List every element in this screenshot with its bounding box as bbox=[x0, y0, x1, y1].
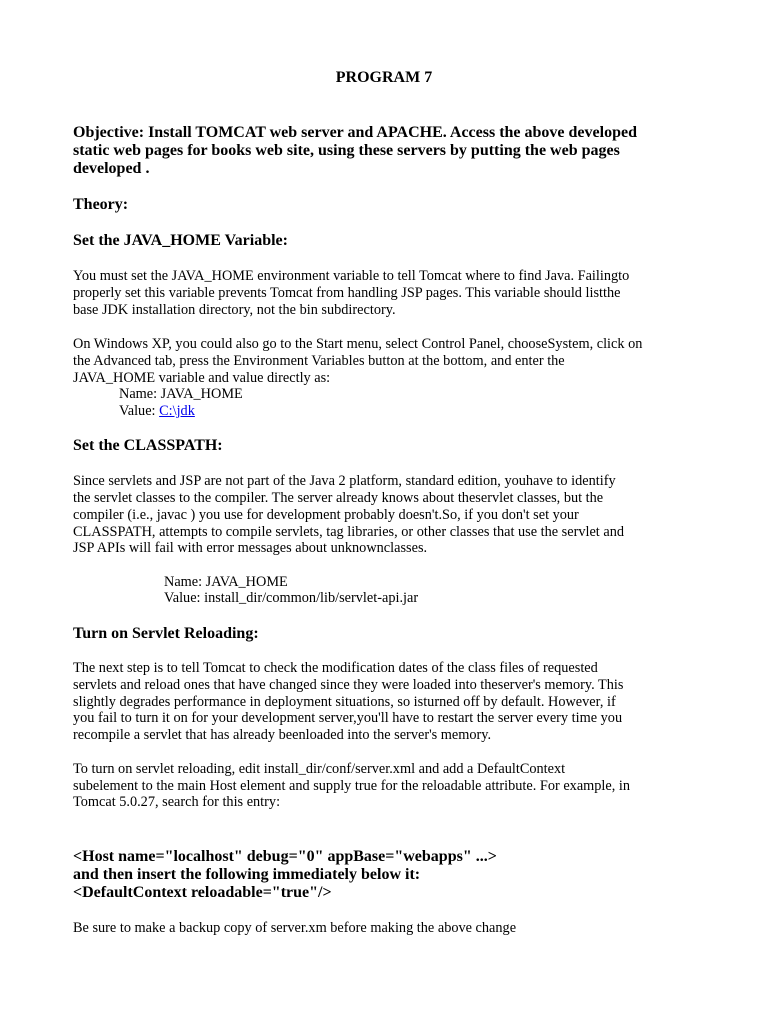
paragraph-line: JAVA_HOME variable and value directly as: bbox=[73, 370, 331, 386]
paragraph-line: the Advanced tab, press the Environment Variables button at the bottom, and enter the bbox=[73, 353, 565, 369]
name-line: Name: JAVA_HOME bbox=[164, 574, 288, 590]
paragraph-line: You must set the JAVA_HOME environment variable to tell Tomcat where to find Java. Failingto bbox=[73, 268, 630, 284]
value-line bbox=[119, 403, 195, 420]
objective-line: Objective: Install TOMCAT web server and APACHE. Access the above developed bbox=[73, 124, 637, 141]
code-line: <Host name="localhost" debug="0" appBase="webapps" ...> bbox=[73, 848, 497, 865]
section-heading-classpath: Set the CLASSPATH: bbox=[73, 437, 223, 454]
paragraph-line: Tomcat 5.0.27, search for this entry: bbox=[73, 794, 281, 810]
paragraph-line: Since servlets and JSP are not part of the Java 2 platform, standard edition, youhave to identify bbox=[73, 473, 616, 489]
section-heading-servlet-reloading: Turn on Servlet Reloading: bbox=[73, 625, 259, 642]
paragraph-line: CLASSPATH, attempts to compile servlets, tag libraries, or other classes that use the servlet and bbox=[73, 524, 624, 540]
paragraph-line: recompile a servlet that has already beenloaded into the server's memory. bbox=[73, 727, 492, 743]
value-label: Value: bbox=[119, 403, 160, 419]
name-line: Name: JAVA_HOME bbox=[119, 386, 243, 402]
paragraph-line: the servlet classes to the compiler. The server already knows about theservlet classes, but the bbox=[73, 490, 604, 506]
paragraph-line: slightly degrades performance in deployment situations, so isturned off by default. However, if bbox=[73, 694, 616, 710]
code-line: <DefaultContext reloadable="true"/> bbox=[73, 884, 332, 901]
section-heading-java-home: Set the JAVA_HOME Variable: bbox=[73, 232, 288, 249]
footer-note: Be sure to make a backup copy of server.xm before making the above change bbox=[73, 920, 517, 936]
objective-line: static web pages for books web site, using these servers by putting the web pages bbox=[73, 142, 620, 159]
paragraph-line: subelement to the main Host element and supply true for the reloadable attribute. For example, in bbox=[73, 778, 631, 794]
paragraph-line: JSP APIs will fail with error messages about unknownclasses. bbox=[73, 540, 428, 556]
paragraph-line: base JDK installation directory, not the bin subdirectory. bbox=[73, 302, 396, 318]
page-title: PROGRAM 7 bbox=[335, 69, 433, 86]
value-line: Value: install_dir/common/lib/servlet-api.jar bbox=[164, 590, 419, 606]
theory-heading: Theory: bbox=[73, 196, 129, 213]
jdk-path-link[interactable]: C:\jdk bbox=[159, 403, 195, 419]
paragraph-line: To turn on servlet reloading, edit install_dir/conf/server.xml and add a DefaultContext bbox=[73, 761, 566, 777]
paragraph-line: The next step is to tell Tomcat to check the modification dates of the class files of requested bbox=[73, 660, 598, 676]
paragraph-line: compiler (i.e., javac ) you use for development probably doesn't.So, if you don't set your bbox=[73, 507, 579, 523]
paragraph-line: you fail to turn it on for your development server,you'll have to restart the server every time you bbox=[73, 710, 623, 726]
paragraph-line: properly set this variable prevents Tomcat from handling JSP pages. This variable should listthe bbox=[73, 285, 621, 301]
paragraph-line: servlets and reload ones that have changed since they were loaded into theserver's memory. This bbox=[73, 677, 624, 693]
paragraph-line: On Windows XP, you could also go to the Start menu, select Control Panel, chooseSystem, click on bbox=[73, 336, 643, 352]
code-line: and then insert the following immediately below it: bbox=[73, 866, 421, 883]
objective-line: developed . bbox=[73, 160, 150, 177]
